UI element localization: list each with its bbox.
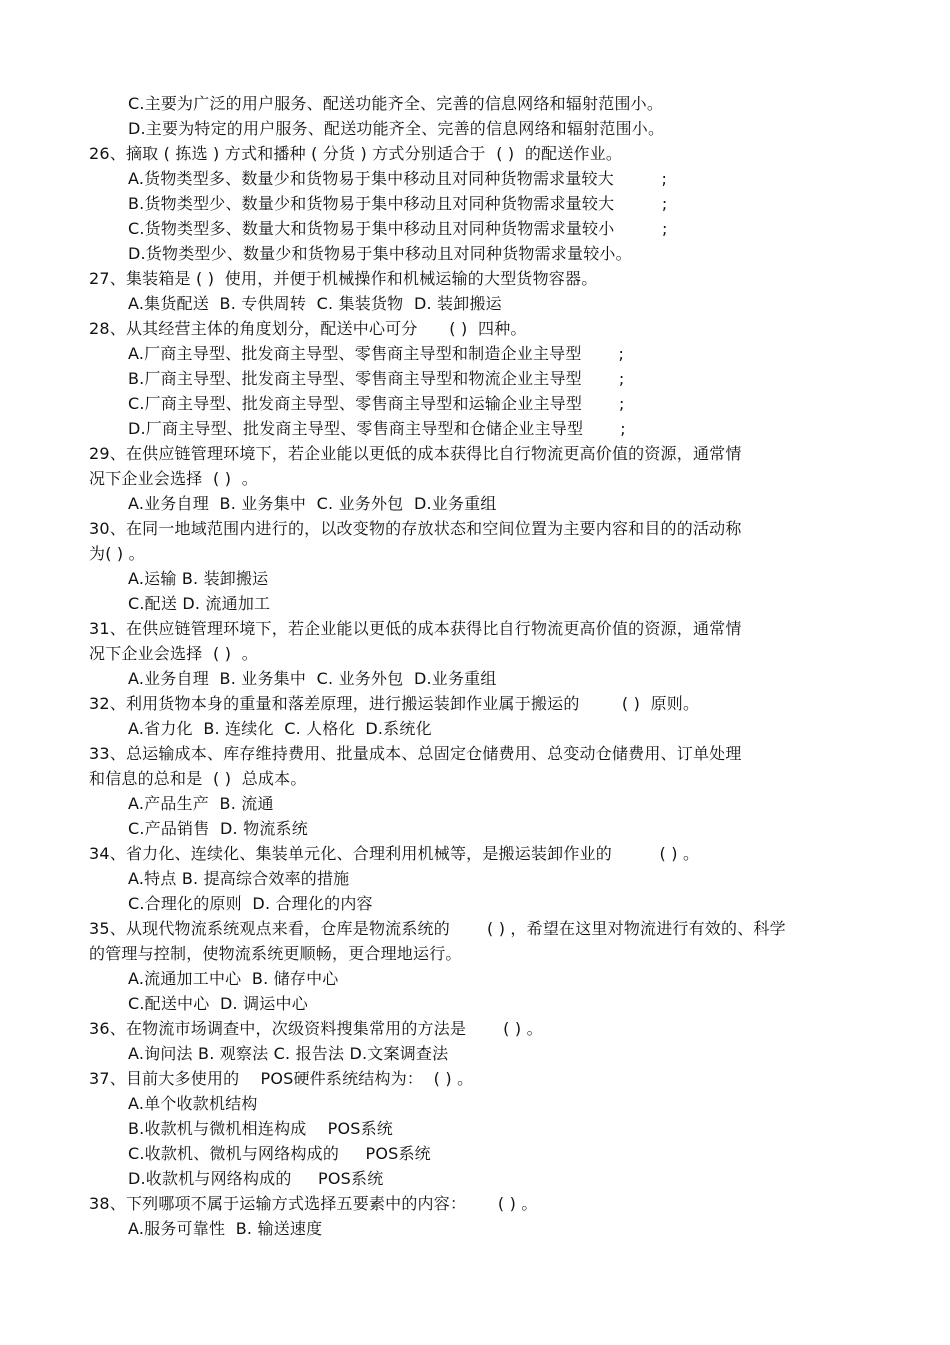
option-line-26c: C.货物类型多、数量大和货物易于集中移动且对同种货物需求量较小 ; bbox=[128, 219, 668, 238]
option-line-28a: A.厂商主导型、批发商主导型、零售商主导型和制造企业主导型 ; bbox=[128, 344, 625, 363]
option-line-28d: D.厂商主导型、批发商主导型、零售商主导型和仓储企业主导型 ; bbox=[128, 419, 626, 438]
question-35: 35、从现代物流系统观点来看，仓库是物流系统的 ( ) ，希望在这里对物流进行有效的、科学 bbox=[89, 919, 786, 938]
option-line-26d: D.货物类型少、数量少和货物易于集中移动且对同种货物需求量较小。 bbox=[128, 244, 632, 263]
question-33-cont: 和信息的总和是 ( ) 总成本。 bbox=[89, 769, 307, 788]
question-30: 30、在同一地域范围内进行的，以改变物的存放状态和空间位置为主要内容和目的的活动称 bbox=[89, 519, 742, 538]
option-line-25c: C.主要为广泛的用户服务、配送功能齐全、完善的信息网络和辐射范围小。 bbox=[128, 94, 664, 113]
question-29-cont: 况下企业会选择 ( ) 。 bbox=[89, 469, 258, 488]
option-line-28b: B.厂商主导型、批发商主导型、零售商主导型和物流企业主导型 ; bbox=[128, 369, 625, 388]
option-line-35ab: A.流通加工中心 B. 储存中心 bbox=[128, 969, 339, 988]
option-line-33ab: A.产品生产 B. 流通 bbox=[128, 794, 274, 813]
option-line-27: A.集货配送 B. 专供周转 C. 集装货物 D. 装卸搬运 bbox=[128, 294, 502, 313]
option-line-36: A.询问法 B. 观察法 C. 报告法 D.文案调查法 bbox=[128, 1044, 449, 1063]
question-35-cont: 的管理与控制，使物流系统更顺畅，更合理地运行。 bbox=[89, 944, 462, 963]
option-line-35cd: C.配送中心 D. 调运中心 bbox=[128, 994, 308, 1013]
option-line-30ab: A.运输 B. 装卸搬运 bbox=[128, 569, 269, 588]
option-line-26a: A.货物类型多、数量少和货物易于集中移动且对同种货物需求量较大 ; bbox=[128, 169, 668, 188]
question-29: 29、在供应链管理环境下，若企业能以更低的成本获得比自行物流更高价值的资源，通常情 bbox=[89, 444, 742, 463]
option-line-37b: B.收款机与微机相连构成 POS系统 bbox=[128, 1119, 394, 1138]
question-30-cont: 为( ) 。 bbox=[89, 544, 145, 563]
option-line-30cd: C.配送 D. 流通加工 bbox=[128, 594, 271, 613]
question-28: 28、从其经营主体的角度划分，配送中心可分 ( ) 四种。 bbox=[89, 319, 527, 338]
question-32: 32、利用货物本身的重量和落差原理，进行搬运装卸作业属于搬运的 ( ) 原则。 bbox=[89, 694, 700, 713]
option-line-31: A.业务自理 B. 业务集中 C. 业务外包 D.业务重组 bbox=[128, 669, 497, 688]
option-line-25d: D.主要为特定的用户服务、配送功能齐全、完善的信息网络和辐射范围小。 bbox=[128, 119, 665, 138]
option-line-38ab: A.服务可靠性 B. 输送速度 bbox=[128, 1219, 323, 1238]
option-line-34ab: A.特点 B. 提高综合效率的措施 bbox=[128, 869, 350, 888]
option-line-37d: D.收款机与网络构成的 POS系统 bbox=[128, 1169, 384, 1188]
question-27: 27、集装箱是 ( ) 使用，并便于机械操作和机械运输的大型货物容器。 bbox=[89, 269, 598, 288]
question-33: 33、总运输成本、库存维持费用、批量成本、总固定仓储费用、总变动仓储费用、订单处理 bbox=[89, 744, 742, 763]
option-line-26b: B.货物类型少、数量少和货物易于集中移动且对同种货物需求量较大 ; bbox=[128, 194, 668, 213]
question-37: 37、目前大多使用的 POS硬件系统结构为： ( ) 。 bbox=[89, 1069, 474, 1088]
question-26: 26、摘取 ( 拣选 ) 方式和播种 ( 分货 ) 方式分别适合于 ( ) 的配送作业。 bbox=[89, 144, 623, 163]
option-line-28c: C.厂商主导型、批发商主导型、零售商主导型和运输企业主导型 ; bbox=[128, 394, 625, 413]
question-38: 38、下列哪项不属于运输方式选择五要素中的内容： ( ) 。 bbox=[89, 1194, 538, 1213]
option-line-33cd: C.产品销售 D. 物流系统 bbox=[128, 819, 308, 838]
option-line-34cd: C.合理化的原则 D. 合理化的内容 bbox=[128, 894, 373, 913]
question-31: 31、在供应链管理环境下，若企业能以更低的成本获得比自行物流更高价值的资源，通常情 bbox=[89, 619, 742, 638]
question-34: 34、省力化、连续化、集装单元化、合理利用机械等，是搬运装卸作业的 ( ) 。 bbox=[89, 844, 700, 863]
option-line-37a: A.单个收款机结构 bbox=[128, 1094, 258, 1113]
option-line-32: A.省力化 B. 连续化 C. 人格化 D.系统化 bbox=[128, 719, 432, 738]
question-31-cont: 况下企业会选择 ( ) 。 bbox=[89, 644, 258, 663]
option-line-37c: C.收款机、微机与网络构成的 POS系统 bbox=[128, 1144, 431, 1163]
question-36: 36、在物流市场调查中，次级资料搜集常用的方法是 ( ) 。 bbox=[89, 1019, 543, 1038]
option-line-29: A.业务自理 B. 业务集中 C. 业务外包 D.业务重组 bbox=[128, 494, 497, 513]
